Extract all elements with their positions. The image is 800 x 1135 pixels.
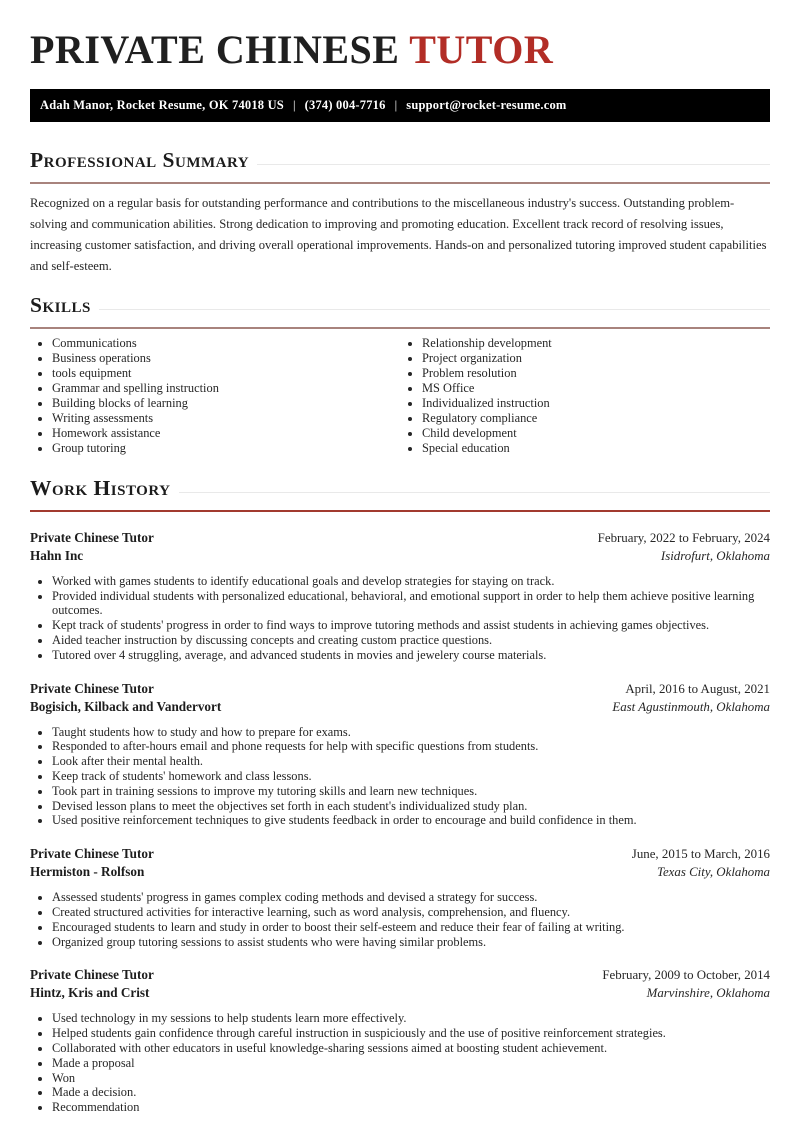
- job-bullet: • Recommendation: [52, 1100, 770, 1115]
- skill-item: • tools equipment: [52, 366, 400, 381]
- job-bullet: • Won: [52, 1071, 770, 1086]
- section-divider: [30, 182, 770, 184]
- job-bullets: [30, 574, 770, 663]
- contact-email: support@rocket-resume.com: [406, 98, 567, 112]
- job-company: Bogisich, Kilback and Vandervort: [30, 698, 222, 714]
- skill-item: • Problem resolution: [422, 366, 770, 381]
- job-bullet: • Made a decision.: [52, 1085, 770, 1100]
- job-dates: February, 2022 to February, 2024: [597, 530, 770, 545]
- section-divider: [30, 327, 770, 329]
- job-bullet: • Used technology in my sessions to help students learn more effectively.: [52, 1011, 770, 1026]
- job-bullet: • Tutored over 4 struggling, average, and advanced students in movies and jewelery course materials.: [52, 648, 770, 663]
- skills-list-right: [400, 336, 770, 456]
- job-bullet: • Organized group tutoring sessions to assist students who were having similar problems.: [52, 935, 770, 950]
- job-bullet: • Made a proposal: [52, 1056, 770, 1071]
- section-work-history: [30, 476, 770, 1115]
- heading-rule: [99, 309, 770, 310]
- heading-rule: [179, 492, 771, 493]
- contact-separator: |: [292, 98, 296, 112]
- contact-address: Adah Manor, Rocket Resume, OK 74018 US: [40, 98, 284, 112]
- job-title: Private Chinese Tutor: [30, 680, 154, 696]
- job-bullet: • Kept track of students' progress in order to find ways to improve tutoring methods and assist students in achieving games objectives.: [52, 618, 770, 633]
- contact-phone: (374) 004-7716: [304, 98, 386, 112]
- job-company: Hahn Inc: [30, 547, 84, 563]
- job-bullets: [30, 1011, 770, 1115]
- job-bullet: • Keep track of students' homework and class lessons.: [52, 769, 770, 784]
- job-bullet: • Aided teacher instruction by discussing concepts and creating custom practice questions.: [52, 633, 770, 648]
- job-entry: [30, 680, 770, 829]
- job-bullet: • Took part in training sessions to improve my tutoring skills and learn new techniques.: [52, 784, 770, 799]
- skill-item: • Homework assistance: [52, 426, 400, 441]
- skill-item: • MS Office: [422, 381, 770, 396]
- job-bullet: • Devised lesson plans to meet the objectives set forth in each student's individualized study plan.: [52, 799, 770, 814]
- job-bullet: • Assessed students' progress in games complex coding methods and devised a strategy for success.: [52, 890, 770, 905]
- skills-list-left: [30, 336, 400, 456]
- job-bullet: • Encouraged students to learn and study in order to boost their self-esteem and reduce their fear of failing at writing.: [52, 920, 770, 935]
- job-entry: [30, 966, 770, 1115]
- job-title: Private Chinese Tutor: [30, 529, 154, 545]
- job-location: Isidrofurt, Oklahoma: [660, 548, 770, 563]
- section-professional-summary: [30, 148, 770, 277]
- work-history-heading: Work History: [30, 476, 171, 501]
- job-bullet: • Worked with games students to identify educational goals and develop strategies for staying on track.: [52, 574, 770, 589]
- job-location: East Agustinmouth, Oklahoma: [612, 699, 770, 714]
- skill-item: • Special education: [422, 441, 770, 456]
- job-title: Private Chinese Tutor: [30, 967, 154, 983]
- skill-item: • Communications: [52, 336, 400, 351]
- job-dates: April, 2016 to August, 2021: [625, 681, 770, 696]
- skill-item: • Group tutoring: [52, 441, 400, 456]
- job-entry: [30, 529, 770, 663]
- section-divider: [30, 510, 770, 512]
- job-bullet: • Provided individual students with personalized educational, behavioral, and emotional support in order to help them achieve positive learning outcomes.: [52, 589, 770, 619]
- job-company: Hintz, Kris and Crist: [30, 985, 150, 1001]
- page-title-accent: TUTOR: [409, 27, 554, 72]
- job-bullet: • Taught students how to study and how to prepare for exams.: [52, 725, 770, 740]
- job-bullet: • Look after their mental health.: [52, 754, 770, 769]
- skill-item: • Business operations: [52, 351, 400, 366]
- skills-columns: [30, 336, 770, 456]
- job-list: [30, 529, 770, 1115]
- skills-heading: Skills: [30, 293, 91, 318]
- job-entry: [30, 845, 770, 949]
- job-location: Marvinshire, Oklahoma: [646, 986, 770, 1001]
- skill-item: • Individualized instruction: [422, 396, 770, 411]
- job-dates: February, 2009 to October, 2014: [602, 968, 770, 983]
- job-dates: June, 2015 to March, 2016: [631, 847, 770, 862]
- job-title: Private Chinese Tutor: [30, 846, 154, 862]
- contact-bar: [30, 89, 770, 122]
- skill-item: • Child development: [422, 426, 770, 441]
- page-title: [30, 28, 770, 72]
- skill-item: • Relationship development: [422, 336, 770, 351]
- skill-item: • Regulatory compliance: [422, 411, 770, 426]
- section-skills: [30, 293, 770, 456]
- job-location: Texas City, Oklahoma: [656, 865, 770, 880]
- heading-rule: [257, 164, 770, 165]
- summary-heading: Professional Summary: [30, 148, 250, 172]
- skill-item: • Project organization: [422, 351, 770, 366]
- job-bullets: [30, 890, 770, 949]
- contact-separator: |: [394, 98, 398, 112]
- skill-item: • Grammar and spelling instruction: [52, 381, 400, 396]
- summary-text: Recognized on a regular basis for outstanding performance and contributions to the miscellaneous industry's success. Outstanding problem-solving and communication abilities. Strong dedication to improving and promoting education. Excellent track record of resolving issues, increasing customer satisfaction, and driving overall operational improvements. Hands-on and personalized tutoring improved student capabilities and self-esteem.: [30, 195, 767, 274]
- skill-item: • Writing assessments: [52, 411, 400, 426]
- job-company: Hermiston - Rolfson: [30, 864, 145, 880]
- job-bullets: [30, 725, 770, 829]
- job-bullet: • Created structured activities for interactive learning, such as word analysis, comprehension, and fluency.: [52, 905, 770, 920]
- job-bullet: • Helped students gain confidence through careful instruction in suspiciously and the use of positive reinforcement strategies.: [52, 1026, 770, 1041]
- job-bullet: • Collaborated with other educators in useful knowledge-sharing sessions aimed at boosting student achievement.: [52, 1041, 770, 1056]
- job-bullet: • Used positive reinforcement techniques to give students feedback in order to encourage and build confidence in them.: [52, 813, 770, 828]
- job-bullet: • Responded to after-hours email and phone requests for help with specific questions from students.: [52, 739, 770, 754]
- page-title-primary: PRIVATE CHINESE: [30, 27, 400, 72]
- skill-item: • Building blocks of learning: [52, 396, 400, 411]
